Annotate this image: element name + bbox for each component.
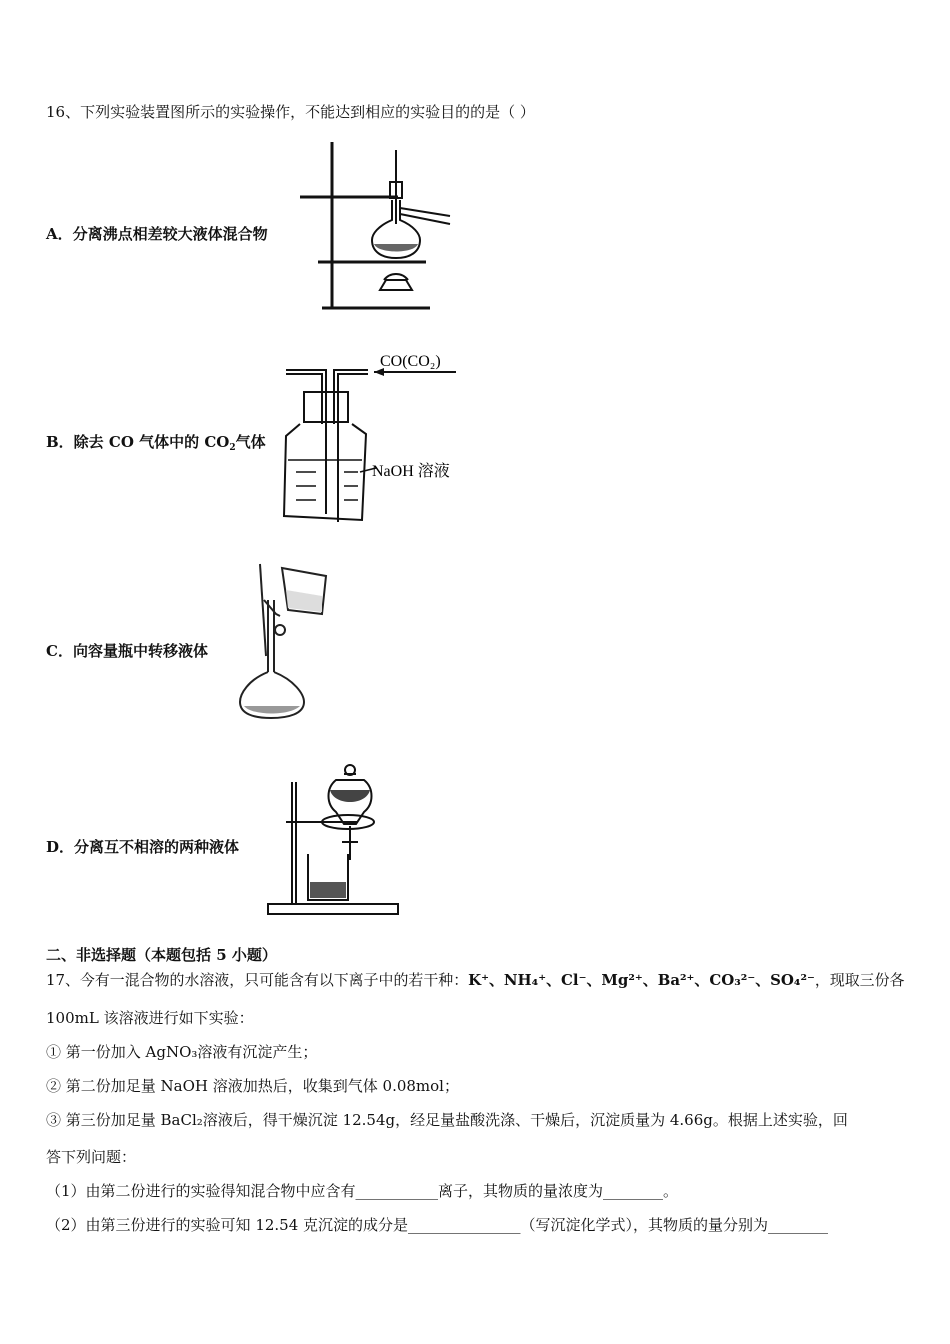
question-17-stem <box>46 970 904 990</box>
volumetric-flask-figure <box>234 560 338 720</box>
option-a-label: A．分离沸点相差较大液体混合物 <box>46 225 268 243</box>
gas-label: CO(CO₂) <box>380 353 441 370</box>
q17-subquestion-1: （1）由第二份进行的实验得知混合物中应含有___________离子，其物质的量浓度为________。 <box>46 1182 679 1200</box>
q17-ions: K⁺、NH₄⁺、Cl⁻、Mg²⁺、Ba²⁺、CO₃²⁻、SO₄²⁻ <box>468 971 815 989</box>
separatory-funnel-figure <box>264 760 404 918</box>
section-2-title: 二、非选择题（本题包括 5 小题） <box>46 946 277 964</box>
option-b-label <box>46 432 266 458</box>
q17-stem-continued: 100mL 该溶液进行如下实验： <box>46 1009 254 1027</box>
gas-washing-bottle-figure <box>276 344 476 526</box>
q17-subquestion-2: （2）由第三份进行的实验可知 12.54 克沉淀的成分是_______________（写沉淀化学式），其物质的量分别为________ <box>46 1216 829 1234</box>
question-16-stem: 16、下列实验装置图所示的实验操作，不能达到相应的实验目的的是（ ） <box>46 103 535 121</box>
distillation-apparatus-figure <box>298 140 458 312</box>
option-b-text-end: 气体 <box>235 433 266 451</box>
option-b-text: B．除去 CO 气体中的 CO <box>46 433 230 451</box>
option-b-subscript: 2 <box>229 443 236 453</box>
q17-experiment-3: ③ 第三份加足量 BaCl₂溶液后，得干燥沉淀 12.54g，经足量盐酸洗涤、干燥后，沉淀质量为 4.66g。根据上述实验，回 <box>46 1111 848 1129</box>
q17-experiment-2: ② 第二份加足量 NaOH 溶液加热后，收集到气体 0.08mol； <box>46 1077 459 1095</box>
q17-stem-part-b: ，现取三份各 <box>814 971 905 989</box>
q17-experiment-3-continued: 答下列问题： <box>46 1148 137 1166</box>
option-d-label: D．分离互不相溶的两种液体 <box>46 838 240 856</box>
option-c-label: C．向容量瓶中转移液体 <box>46 642 208 660</box>
solution-label: NaOH 溶液 <box>372 463 450 480</box>
q17-experiment-1: ① 第一份加入 AgNO₃溶液有沉淀产生； <box>46 1043 318 1061</box>
q17-stem-part-a: 17、今有一混合物的水溶液，只可能含有以下离子中的若干种： <box>46 971 469 989</box>
